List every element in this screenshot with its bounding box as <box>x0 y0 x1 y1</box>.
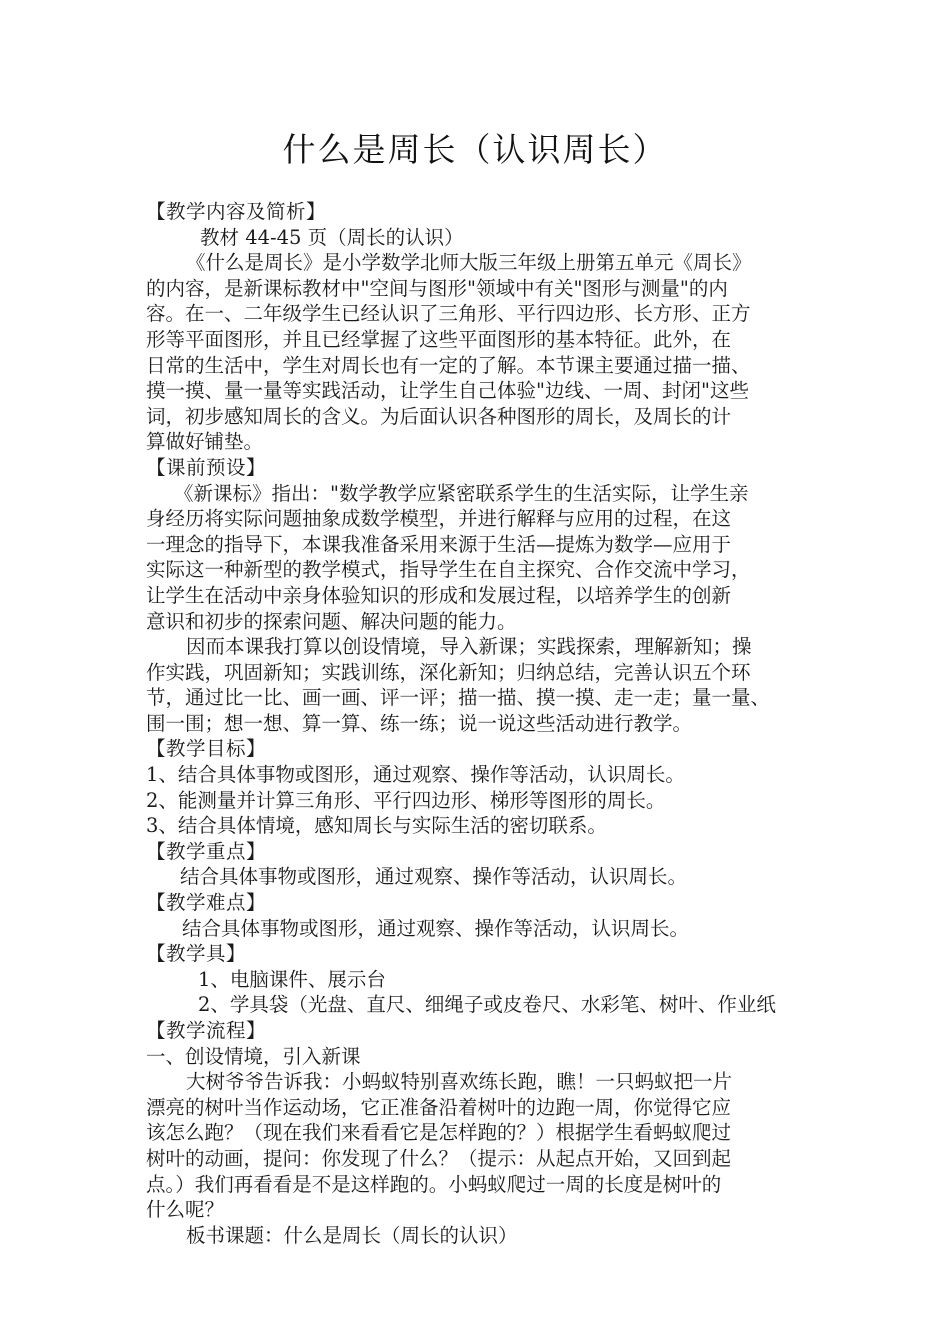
text-line: 《什么是周长》是小学数学北师大版三年级上册第五单元《周长》 <box>186 251 752 275</box>
section-heading: 【课前预设】 <box>146 455 267 479</box>
section-heading: 【教学内容及简析】 <box>146 200 327 223</box>
text-line: 2、学具袋（光盘、直尺、细绳子或皮卷尺、水彩笔、树叶、作业纸 <box>198 993 776 1017</box>
text-line: 树叶的动画，提问：你发现了什么？（提示：从起点开始，又回到起 <box>146 1146 732 1170</box>
document-title: 什么是周长（认识周长） <box>282 130 668 169</box>
section-heading: 【教学流程】 <box>146 1019 267 1042</box>
text-line: 结合具体事物或图形，通过观察、操作等活动，认识周长。 <box>180 865 688 889</box>
text-line: 板书课题：什么是周长（周长的认识） <box>186 1223 518 1247</box>
text-line: 《新课标》指出："数学教学应紧密联系学生的生活实际，让学生亲 <box>174 481 749 505</box>
text-line: 作实践，巩固新知；实践训练，深化新知；归纳总结，完善认识五个环 <box>146 660 751 684</box>
text-line: 大树爷爷告诉我：小蚂蚁特别喜欢练长跑，瞧！一只蚂蚁把一片 <box>186 1070 733 1094</box>
text-line: 的内容，是新课标教材中"空间与图形"领域中有关"图形与测量"的内 <box>146 276 728 300</box>
text-line: 实际这一种新型的教学模式，指导学生在自主探究、合作交流中学习， <box>146 558 751 582</box>
section-heading: 【教学具】 <box>146 942 247 966</box>
text-line: 1、结合具体事物或图形，通过观察、操作等活动，认识周长。 <box>146 763 685 787</box>
text-line: 结合具体事物或图形，通过观察、操作等活动，认识周长。 <box>182 916 690 940</box>
text-line: 身经历将实际问题抽象成数学模型，并进行解释与应用的过程，在这 <box>146 507 732 531</box>
document-body <box>146 199 816 1248</box>
text-line: 让学生在活动中亲身体验知识的形成和发展过程，以培养学生的创新 <box>146 583 732 607</box>
text-line: 意识和初步的探索问题、解决问题的能力。 <box>146 609 517 633</box>
text-line: 2、能测量并计算三角形、平行四边形、梯形等图形的周长。 <box>146 788 666 812</box>
text-line: 1、电脑课件、展示台 <box>198 967 386 991</box>
text-line: 日常的生活中，学生对周长也有一定的了解。本节课主要通过描一描、 <box>146 353 751 377</box>
text-line: 算做好铺垫。 <box>146 430 264 454</box>
text-line: 什么呢？ <box>146 1198 225 1222</box>
text-line: 一理念的指导下，本课我准备采用来源于生活—提炼为数学—应用于 <box>146 532 732 556</box>
text-line: 词，初步感知周长的含义。为后面认识各种图形的周长，及周长的计 <box>146 404 732 428</box>
text-line: 形等平面图形，并且已经掌握了这些平面图形的基本特征。此外，在 <box>146 327 732 351</box>
text-line: 该怎么跑？（现在我们来看看它是怎样跑的？）根据学生看蚂蚁爬过 <box>146 1121 732 1145</box>
section-heading: 【教学目标】 <box>146 737 267 761</box>
text-line: 因而本课我打算以创设情境，导入新课；实践探索，理解新知；操 <box>186 635 752 659</box>
text-line: 节，通过比一比、画一画、评一评；描一描、摸一摸、走一走；量一量、 <box>146 686 771 710</box>
text-line: 教材 44-45 页（周长的认识） <box>200 225 464 249</box>
text-line: 3、结合具体情境，感知周长与实际生活的密切联系。 <box>146 814 607 838</box>
text-line: 漂亮的树叶当作运动场，它正准备沿着树叶的边跑一周，你觉得它应 <box>146 1095 732 1119</box>
section-heading: 【教学难点】 <box>146 891 267 915</box>
text-line: 容。在一、二年级学生已经认识了三角形、平行四边形、长方形、正方 <box>146 302 751 326</box>
section-heading: 【教学重点】 <box>146 839 267 863</box>
text-line: 摸一摸、量一量等实践活动，让学生自己体验"边线、一周、封闭"这些 <box>146 379 749 403</box>
text-line: 点。）我们再看看是不是这样跑的。小蚂蚁爬过一周的长度是树叶的 <box>146 1172 722 1196</box>
text-line: 一、创设情境，引入新课 <box>146 1044 361 1068</box>
text-line: 围一围；想一想、算一算、练一练；说一说这些活动进行教学。 <box>146 711 693 735</box>
